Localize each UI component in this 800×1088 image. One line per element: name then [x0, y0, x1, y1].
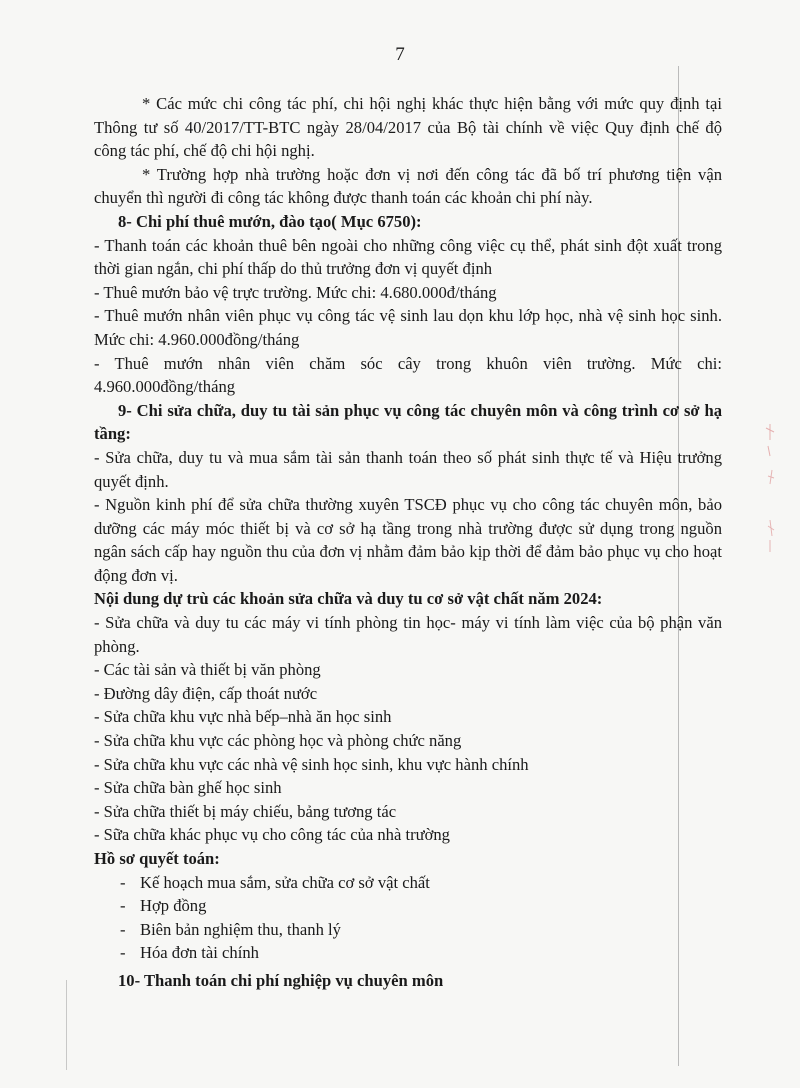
section-8-item: - Thuê mướn nhân viên phục vụ công tác vệ sinh lau dọn khu lớp học, nhà vệ sinh học sinh. Mức chi: 4.960.000đồng/tháng	[94, 306, 722, 349]
section-8-item: - Thuê mướn bảo vệ trực trường. Mức chi: 4.680.000đ/tháng	[94, 282, 497, 302]
settlement-item: - Hóa đơn tài chính	[94, 941, 722, 965]
section-9-item: - Sửa chữa, duy tu và mua sắm tài sản thanh toán theo số phát sinh thực tế và Hiệu trưởng quyết định.	[94, 447, 722, 491]
settlement-heading: Hồ sơ quyết toán:	[94, 849, 220, 868]
section-10-heading: 10- Thanh toán chi phí nghiệp vụ chuyên môn	[118, 970, 444, 990]
repair-plan-item: - Đường dây điện, cấp thoát nước	[94, 683, 318, 703]
repair-plan-item: - Sữa chữa khác phục vụ cho công tác của nhà trường	[94, 825, 450, 845]
repair-plan-item: - Sửa chữa khu vực nhà bếp–nhà ăn học sinh	[94, 707, 392, 727]
repair-plan-item: - Sửa chữa khu vực các phòng học và phòng chức năng	[94, 731, 462, 751]
section-8-item: - Thuê mướn nhân viên chăm sóc cây trong khuôn viên trường. Mức chi: 4.960.000đồng/tháng	[94, 353, 722, 397]
settlement-list	[94, 871, 722, 965]
document-body	[94, 92, 722, 993]
paragraph-transport-note: * Trường hợp nhà trường hoặc đơn vị nơi đến công tác đã bố trí phương tiện vận chuyển thì người đi công tác không được thanh toán các khoản chi phí này.	[94, 164, 722, 208]
repair-plan-item: - Sửa chữa thiết bị máy chiếu, bảng tương tác	[94, 801, 397, 821]
section-9-heading: 9- Chi sửa chữa, duy tu tài sản phục vụ công tác chuyên môn và công trình cơ sở hạ tầng:	[94, 400, 722, 444]
settlement-item: - Hợp đồng	[94, 894, 722, 918]
repair-plan-item: - Sửa chữa và duy tu các máy vi tính phòng tin học- máy vi tính làm việc của bộ phận văn phòng.	[94, 613, 722, 656]
paragraph-travel-expense: * Các mức chi công tác phí, chi hội nghị khác thực hiện bằng với mức quy định tại Thông tư số 40/2017/TT-BTC ngày 28/04/2017 của Bộ tài chính về việc Quy định chế độ công tác phí, chế độ chi hội nghị.	[94, 94, 722, 161]
repair-plan-item: - Sửa chữa khu vực các nhà vệ sinh học sinh, khu vực hành chính	[94, 754, 529, 774]
margin-ink-marks	[752, 420, 782, 560]
settlement-item: - Kế hoạch mua sắm, sửa chữa cơ sở vật chất	[94, 871, 722, 895]
page-number: 7	[395, 44, 405, 65]
section-9-item: - Nguồn kinh phí để sửa chữa thường xuyên TSCĐ phục vụ cho công tác chuyên môn, bảo dưỡng các máy móc thiết bị và cơ sở hạ tầng trong nhà trường được sử dụng trong nguồn ngân sách cấp hay nguồn thu của đơn vị nhằm đảm bảo kịp thời để đảm bảo phục vụ cho hoạt động đơn vị.	[94, 495, 722, 585]
repair-plan-item: - Sửa chữa bàn ghế học sinh	[94, 778, 282, 798]
section-8-heading: 8- Chi phí thuê mướn, đào tạo( Mục 6750):	[118, 211, 422, 231]
settlement-item: - Biên bản nghiệm thu, thanh lý	[94, 918, 722, 942]
repair-plan-item: - Các tài sản và thiết bị văn phòng	[94, 660, 321, 680]
repair-plan-heading: Nội dung dự trù các khoản sửa chữa và duy tu cơ sở vật chất năm 2024:	[94, 589, 603, 609]
scan-edge-line	[66, 980, 67, 1070]
section-8-item: - Thanh toán các khoản thuê bên ngoài cho những công việc cụ thể, phát sinh đột xuất trong thời gian ngắn, chi phí thấp do thủ trưởng đơn vị quyết định	[94, 235, 722, 279]
